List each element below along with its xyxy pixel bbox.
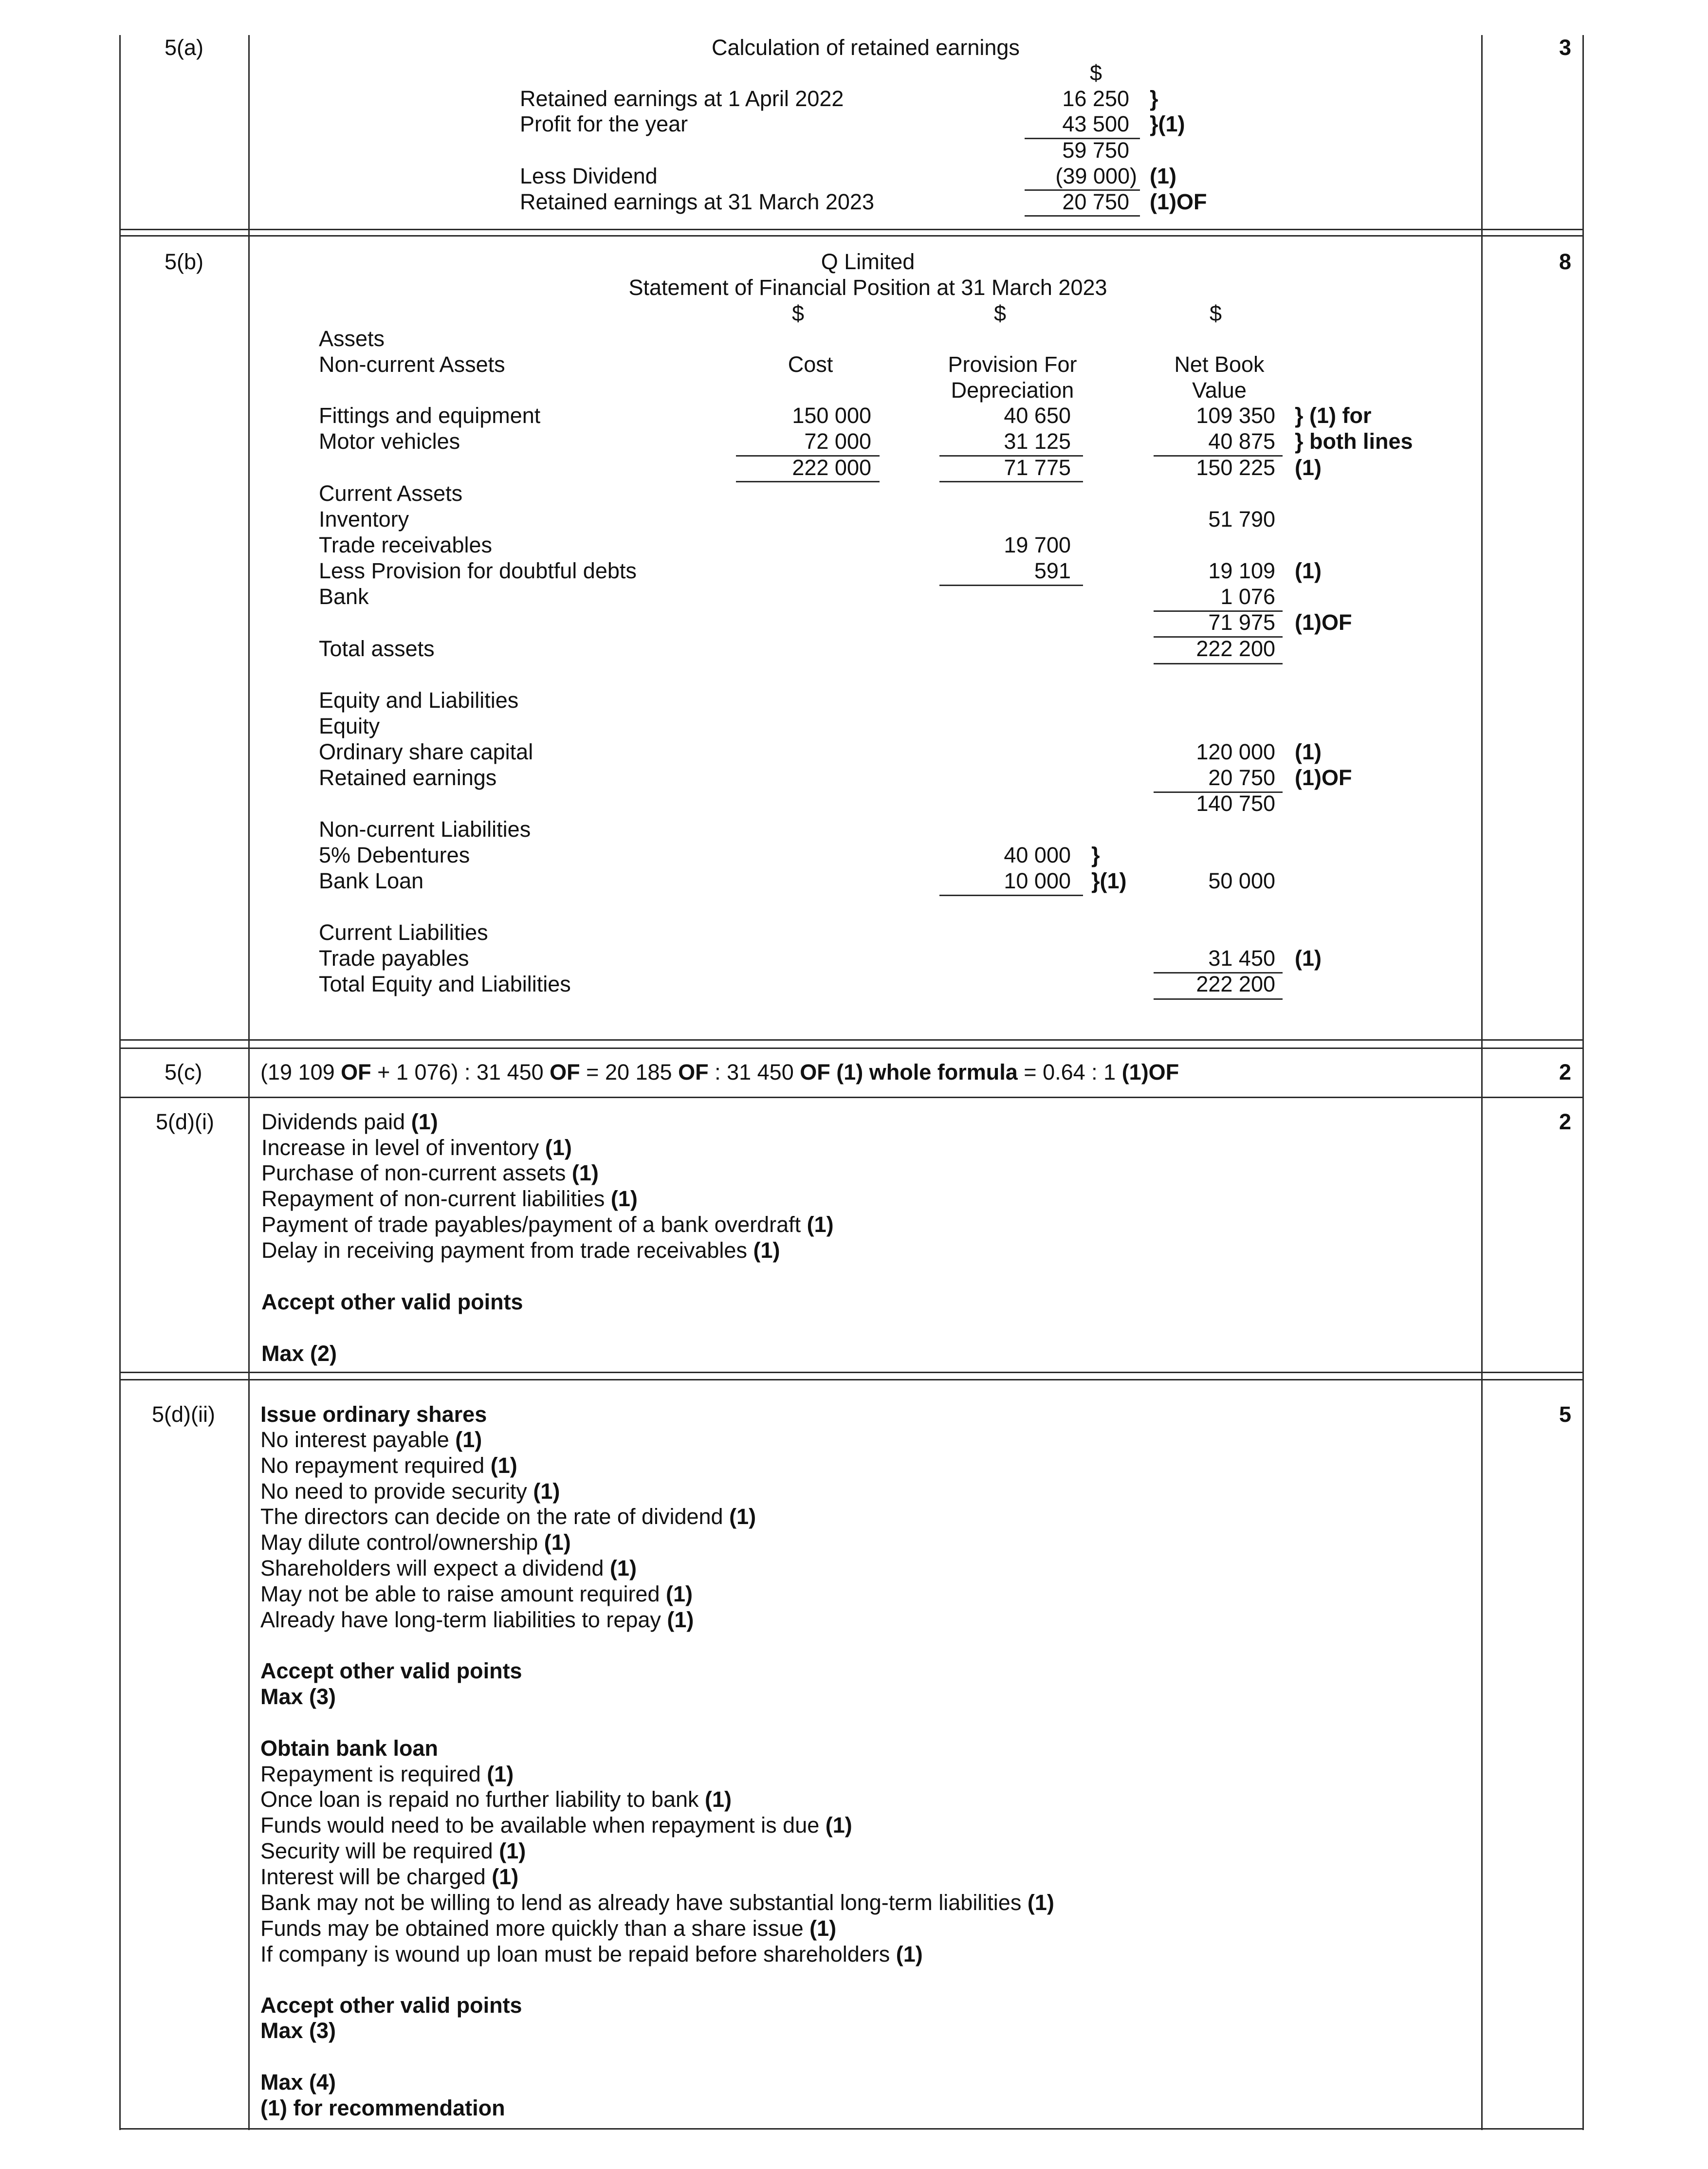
answer-point: Purchase of non-current assets (1) [261, 1160, 599, 1185]
column-header-cost: Cost [788, 352, 833, 377]
table-col-divider-2 [1481, 35, 1483, 2130]
section-label: Equity and Liabilities [319, 688, 519, 713]
max-note: Max (2) [261, 1341, 337, 1366]
row-label: Retained earnings at 31 March 2023 [520, 189, 874, 214]
row-divider [119, 1372, 1584, 1373]
answer-point: Funds would need to be available when repayment is due (1) [260, 1813, 852, 1838]
row-divider [119, 229, 1584, 230]
provision-value: 19 700 [1004, 533, 1071, 557]
mark-annotation: (1) [1295, 455, 1322, 480]
underline [939, 585, 1083, 586]
question-number: 5(b) [165, 249, 204, 274]
question-number: 5(d)(ii) [152, 1402, 215, 1427]
nbv-total: 222 200 [1196, 972, 1275, 996]
section-label: Non-current Assets [319, 352, 505, 377]
answer-point: No repayment required (1) [260, 1453, 517, 1478]
underline [939, 895, 1083, 896]
provision-value: 40 000 [1004, 843, 1071, 867]
answer-point: If company is wound up loan must be repaid before shareholders (1) [260, 1942, 923, 1967]
max-note: Max (4) [260, 2070, 336, 2095]
underline [939, 481, 1083, 482]
section-label: Equity [319, 714, 380, 738]
question-number: 5(c) [165, 1060, 202, 1084]
currency-symbol: $ [1210, 301, 1222, 326]
nbv-value: 51 790 [1208, 507, 1275, 532]
currency-symbol: $ [994, 301, 1007, 326]
row-value: 20 750 [1062, 189, 1129, 214]
answer-point: Delay in receiving payment from trade receivables (1) [261, 1238, 780, 1263]
mark-annotation: }(1) [1150, 111, 1185, 136]
row-label: Profit for the year [520, 111, 688, 136]
mark-annotation: (1)OF [1295, 610, 1352, 635]
answer-point: Interest will be charged (1) [260, 1864, 519, 1889]
provision-value: 10 000 [1004, 868, 1071, 893]
underline [736, 481, 880, 482]
currency-symbol: $ [1090, 60, 1102, 85]
answer-point: Bank may not be willing to lend as already have substantial long-term liabilities (1) [260, 1890, 1054, 1915]
mark-annotation: (1)OF [1295, 765, 1352, 790]
table-border-bottom [119, 2128, 1584, 2130]
row-value: 43 500 [1062, 111, 1129, 136]
cost-total: 222 000 [792, 455, 871, 480]
column-header-nbv: Value [1192, 378, 1247, 403]
question-marks: 8 [1559, 249, 1572, 274]
ratio-formula: (19 109 OF + 1 076) : 31 450 OF = 20 185 OF : 31 450 OF (1) whole formula = 0.64 : 1 (1)OF [260, 1060, 1179, 1084]
row-label: Trade receivables [319, 533, 493, 557]
option-heading: Obtain bank loan [260, 1736, 439, 1761]
nbv-value: 109 350 [1196, 403, 1275, 428]
question-number: 5(d)(i) [156, 1109, 214, 1134]
max-note: Max (3) [260, 1684, 336, 1709]
underline [1154, 998, 1283, 1000]
row-value: 16 250 [1062, 86, 1129, 111]
provision-total: 71 775 [1004, 455, 1071, 480]
row-divider [119, 1039, 1584, 1041]
nbv-value: 20 750 [1208, 765, 1275, 790]
answer-point: Funds may be obtained more quickly than a share issue (1) [260, 1916, 837, 1941]
answer-point: Payment of trade payables/payment of a bank overdraft (1) [261, 1212, 834, 1237]
row-divider [119, 1097, 1584, 1098]
row-label: Inventory [319, 507, 409, 532]
answer-point: Dividends paid (1) [261, 1109, 438, 1134]
question-marks: 3 [1559, 35, 1572, 60]
answer-point: No interest payable (1) [260, 1427, 482, 1452]
answer-point: The directors can decide on the rate of dividend (1) [260, 1504, 756, 1529]
column-header-nbv: Net Book [1174, 352, 1265, 377]
section-label: Current Assets [319, 481, 463, 506]
mark-annotation: } [1091, 843, 1100, 867]
nbv-value: 50 000 [1208, 868, 1275, 893]
nbv-value: 40 875 [1208, 429, 1275, 454]
currency-symbol: $ [792, 301, 805, 326]
question-marks: 5 [1559, 1402, 1572, 1427]
mark-annotation: (1)OF [1150, 189, 1207, 214]
mark-annotation: (1) [1295, 558, 1322, 583]
nbv-total: 150 225 [1196, 455, 1275, 480]
provision-value: 591 [1034, 558, 1071, 583]
row-divider [119, 1379, 1584, 1380]
option-heading: Issue ordinary shares [260, 1402, 487, 1427]
row-label: Fittings and equipment [319, 403, 541, 428]
mark-annotation: (1) [1295, 739, 1322, 764]
section-label: Assets [319, 326, 385, 351]
mark-annotation: } (1) for [1295, 403, 1372, 428]
row-label: Retained earnings [319, 765, 497, 790]
nbv-value: 1 076 [1220, 584, 1275, 609]
table-border-right [1582, 35, 1584, 2130]
cost-value: 150 000 [792, 403, 871, 428]
section-label: Current Liabilities [319, 920, 488, 945]
answer-point: May not be able to raise amount required (1) [260, 1581, 693, 1606]
row-label: Trade payables [319, 946, 469, 971]
answer-point: Once loan is repaid no further liability to bank (1) [260, 1787, 732, 1812]
column-header-provision: Provision For [948, 352, 1077, 377]
section-title: Calculation of retained earnings [712, 35, 1020, 60]
nbv-total: 222 200 [1196, 636, 1275, 661]
row-divider [119, 235, 1584, 237]
provision-value: 40 650 [1004, 403, 1071, 428]
answer-point: Shareholders will expect a dividend (1) [260, 1556, 637, 1581]
row-label: Motor vehicles [319, 429, 460, 454]
provision-value: 31 125 [1004, 429, 1071, 454]
accept-note: Accept other valid points [261, 1289, 523, 1314]
answer-point: No need to provide security (1) [260, 1479, 560, 1504]
question-marks: 2 [1559, 1109, 1572, 1134]
nbv-total: 71 975 [1208, 610, 1275, 635]
question-number: 5(a) [165, 35, 204, 60]
row-label: Less Provision for doubtful debts [319, 558, 637, 583]
row-label: Ordinary share capital [319, 739, 533, 764]
answer-point: May dilute control/ownership (1) [260, 1530, 571, 1555]
row-label: Total Equity and Liabilities [319, 972, 571, 996]
company-name: Q Limited [821, 249, 915, 274]
section-label: Non-current Liabilities [319, 817, 531, 842]
mark-annotation: (1) [1150, 164, 1176, 188]
accept-note: Accept other valid points [260, 1658, 522, 1683]
nbv-value: 120 000 [1196, 739, 1275, 764]
nbv-total: 140 750 [1196, 791, 1275, 816]
nbv-value: 19 109 [1208, 558, 1275, 583]
table-border-left [119, 35, 121, 2130]
row-divider [119, 1048, 1584, 1049]
mark-annotation: (1) [1295, 946, 1322, 971]
row-value: 59 750 [1062, 138, 1129, 163]
answer-point: Increase in level of inventory (1) [261, 1135, 572, 1160]
mark-annotation: } both lines [1295, 429, 1413, 454]
row-label: Less Dividend [520, 164, 658, 188]
underline [1154, 663, 1283, 664]
question-marks: 2 [1559, 1060, 1572, 1084]
cost-value: 72 000 [804, 429, 871, 454]
table-col-divider-1 [248, 35, 250, 2130]
answer-point: Repayment is required (1) [260, 1762, 514, 1786]
row-label: Bank [319, 584, 369, 609]
statement-title: Statement of Financial Position at 31 March 2023 [628, 275, 1107, 300]
mark-annotation: } [1150, 86, 1158, 111]
underline [1025, 215, 1140, 217]
accept-note: Accept other valid points [260, 1993, 522, 2018]
max-note: Max (3) [260, 2018, 336, 2043]
answer-point: Security will be required (1) [260, 1838, 526, 1863]
answer-point: Repayment of non-current liabilities (1) [261, 1186, 638, 1211]
row-label: Total assets [319, 636, 435, 661]
row-value: (39 000) [1055, 164, 1137, 188]
recommendation-note: (1) for recommendation [260, 2095, 505, 2120]
row-label: Bank Loan [319, 868, 424, 893]
row-label: Retained earnings at 1 April 2022 [520, 86, 844, 111]
row-label: 5% Debentures [319, 843, 470, 867]
mark-annotation: }(1) [1091, 868, 1127, 893]
column-header-provision: Depreciation [951, 378, 1074, 403]
nbv-value: 31 450 [1208, 946, 1275, 971]
answer-point: Already have long-term liabilities to repay (1) [260, 1607, 694, 1632]
